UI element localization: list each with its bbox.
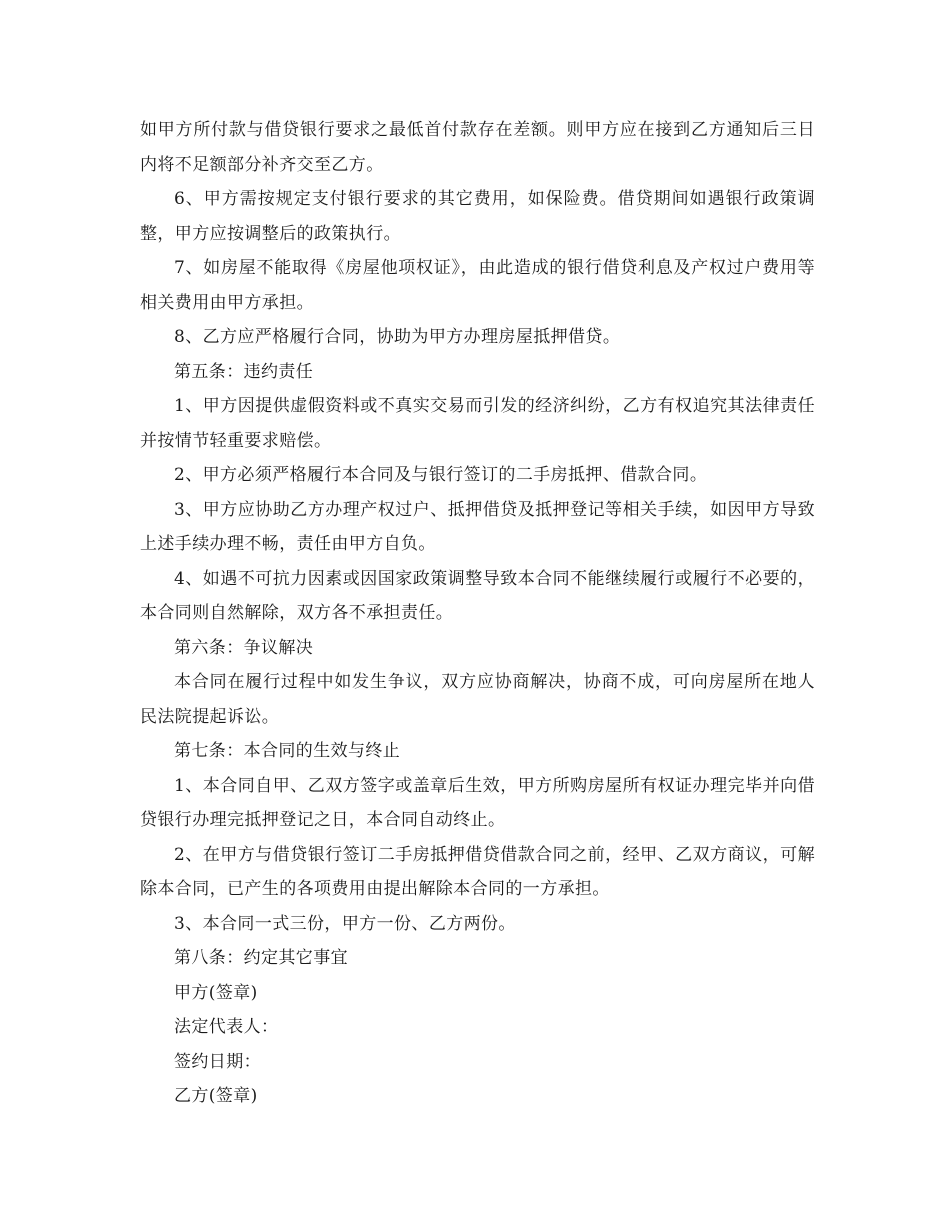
paragraph-clause-7: 7、如房屋不能取得《房屋他项权证》，由此造成的银行借贷利息及产权过户费用等相关费用由甲方承担。 xyxy=(140,258,815,313)
paragraph-clause-6: 6、甲方需按规定支付银行要求的其它费用，如保险费。借贷期间如遇银行政策调整，甲方应按调整后的政策执行。 xyxy=(140,189,815,244)
paragraph-clause-8: 8、乙方应严格履行合同，协助为甲方办理房屋抵押借贷。 xyxy=(174,327,621,347)
signature-date: 签约日期： xyxy=(174,1051,261,1072)
paragraph-effect-1: 1、本合同自甲、乙双方签字或盖章后生效，甲方所购房屋所有权证办理完毕并向借贷银行办理完抵押登记之日，本合同自动终止。 xyxy=(140,775,815,830)
paragraph-liability-2: 2、甲方必须严格履行本合同及与银行签订的二手房抵押、借款合同。 xyxy=(174,465,708,485)
paragraph-liability-3: 3、甲方应协助乙方办理产权过户、抵押借贷及抵押登记等相关手续，如因甲方导致上述手续办理不畅，责任由甲方自负。 xyxy=(140,499,815,554)
paragraph-down-payment-difference: 如甲方所付款与借贷银行要求之最低首付款存在差额。则甲方应在接到乙方通知后三日内将不足额部分补齐交至乙方。 xyxy=(140,120,815,175)
document-body xyxy=(140,113,815,1114)
paragraph-liability-4: 4、如遇不可抗力因素或因国家政策调整导致本合同不能继续履行或履行不必要的，本合同则自然解除，双方各不承担责任。 xyxy=(140,568,815,623)
paragraph-effect-2: 2、在甲方与借贷银行签订二手房抵押借贷借款合同之前，经甲、乙双方商议，可解除本合同，已产生的各项费用由提出解除本合同的一方承担。 xyxy=(140,844,815,899)
paragraph-dispute-resolution: 本合同在履行过程中如发生争议，双方应协商解决，协商不成，可向房屋所在地人民法院提起诉讼。 xyxy=(140,672,815,727)
section-heading-article-6: 第六条：争议解决 xyxy=(174,637,314,658)
signature-legal-representative: 法定代表人： xyxy=(174,1017,279,1037)
paragraph-effect-3: 3、本合同一式三份，甲方一份、乙方两份。 xyxy=(174,913,516,934)
signature-party-a: 甲方(签章) xyxy=(174,982,258,1003)
paragraph-liability-1: 1、甲方因提供虚假资料或不真实交易而引发的经济纠纷，乙方有权追究其法律责任并按情节轻重要求赔偿。 xyxy=(140,396,815,451)
section-heading-article-7: 第七条：本合同的生效与终止 xyxy=(174,741,401,761)
section-heading-article-8: 第八条：约定其它事宜 xyxy=(174,948,348,968)
signature-party-b: 乙方(签章) xyxy=(174,1086,258,1106)
section-heading-article-5: 第五条：违约责任 xyxy=(174,361,314,382)
